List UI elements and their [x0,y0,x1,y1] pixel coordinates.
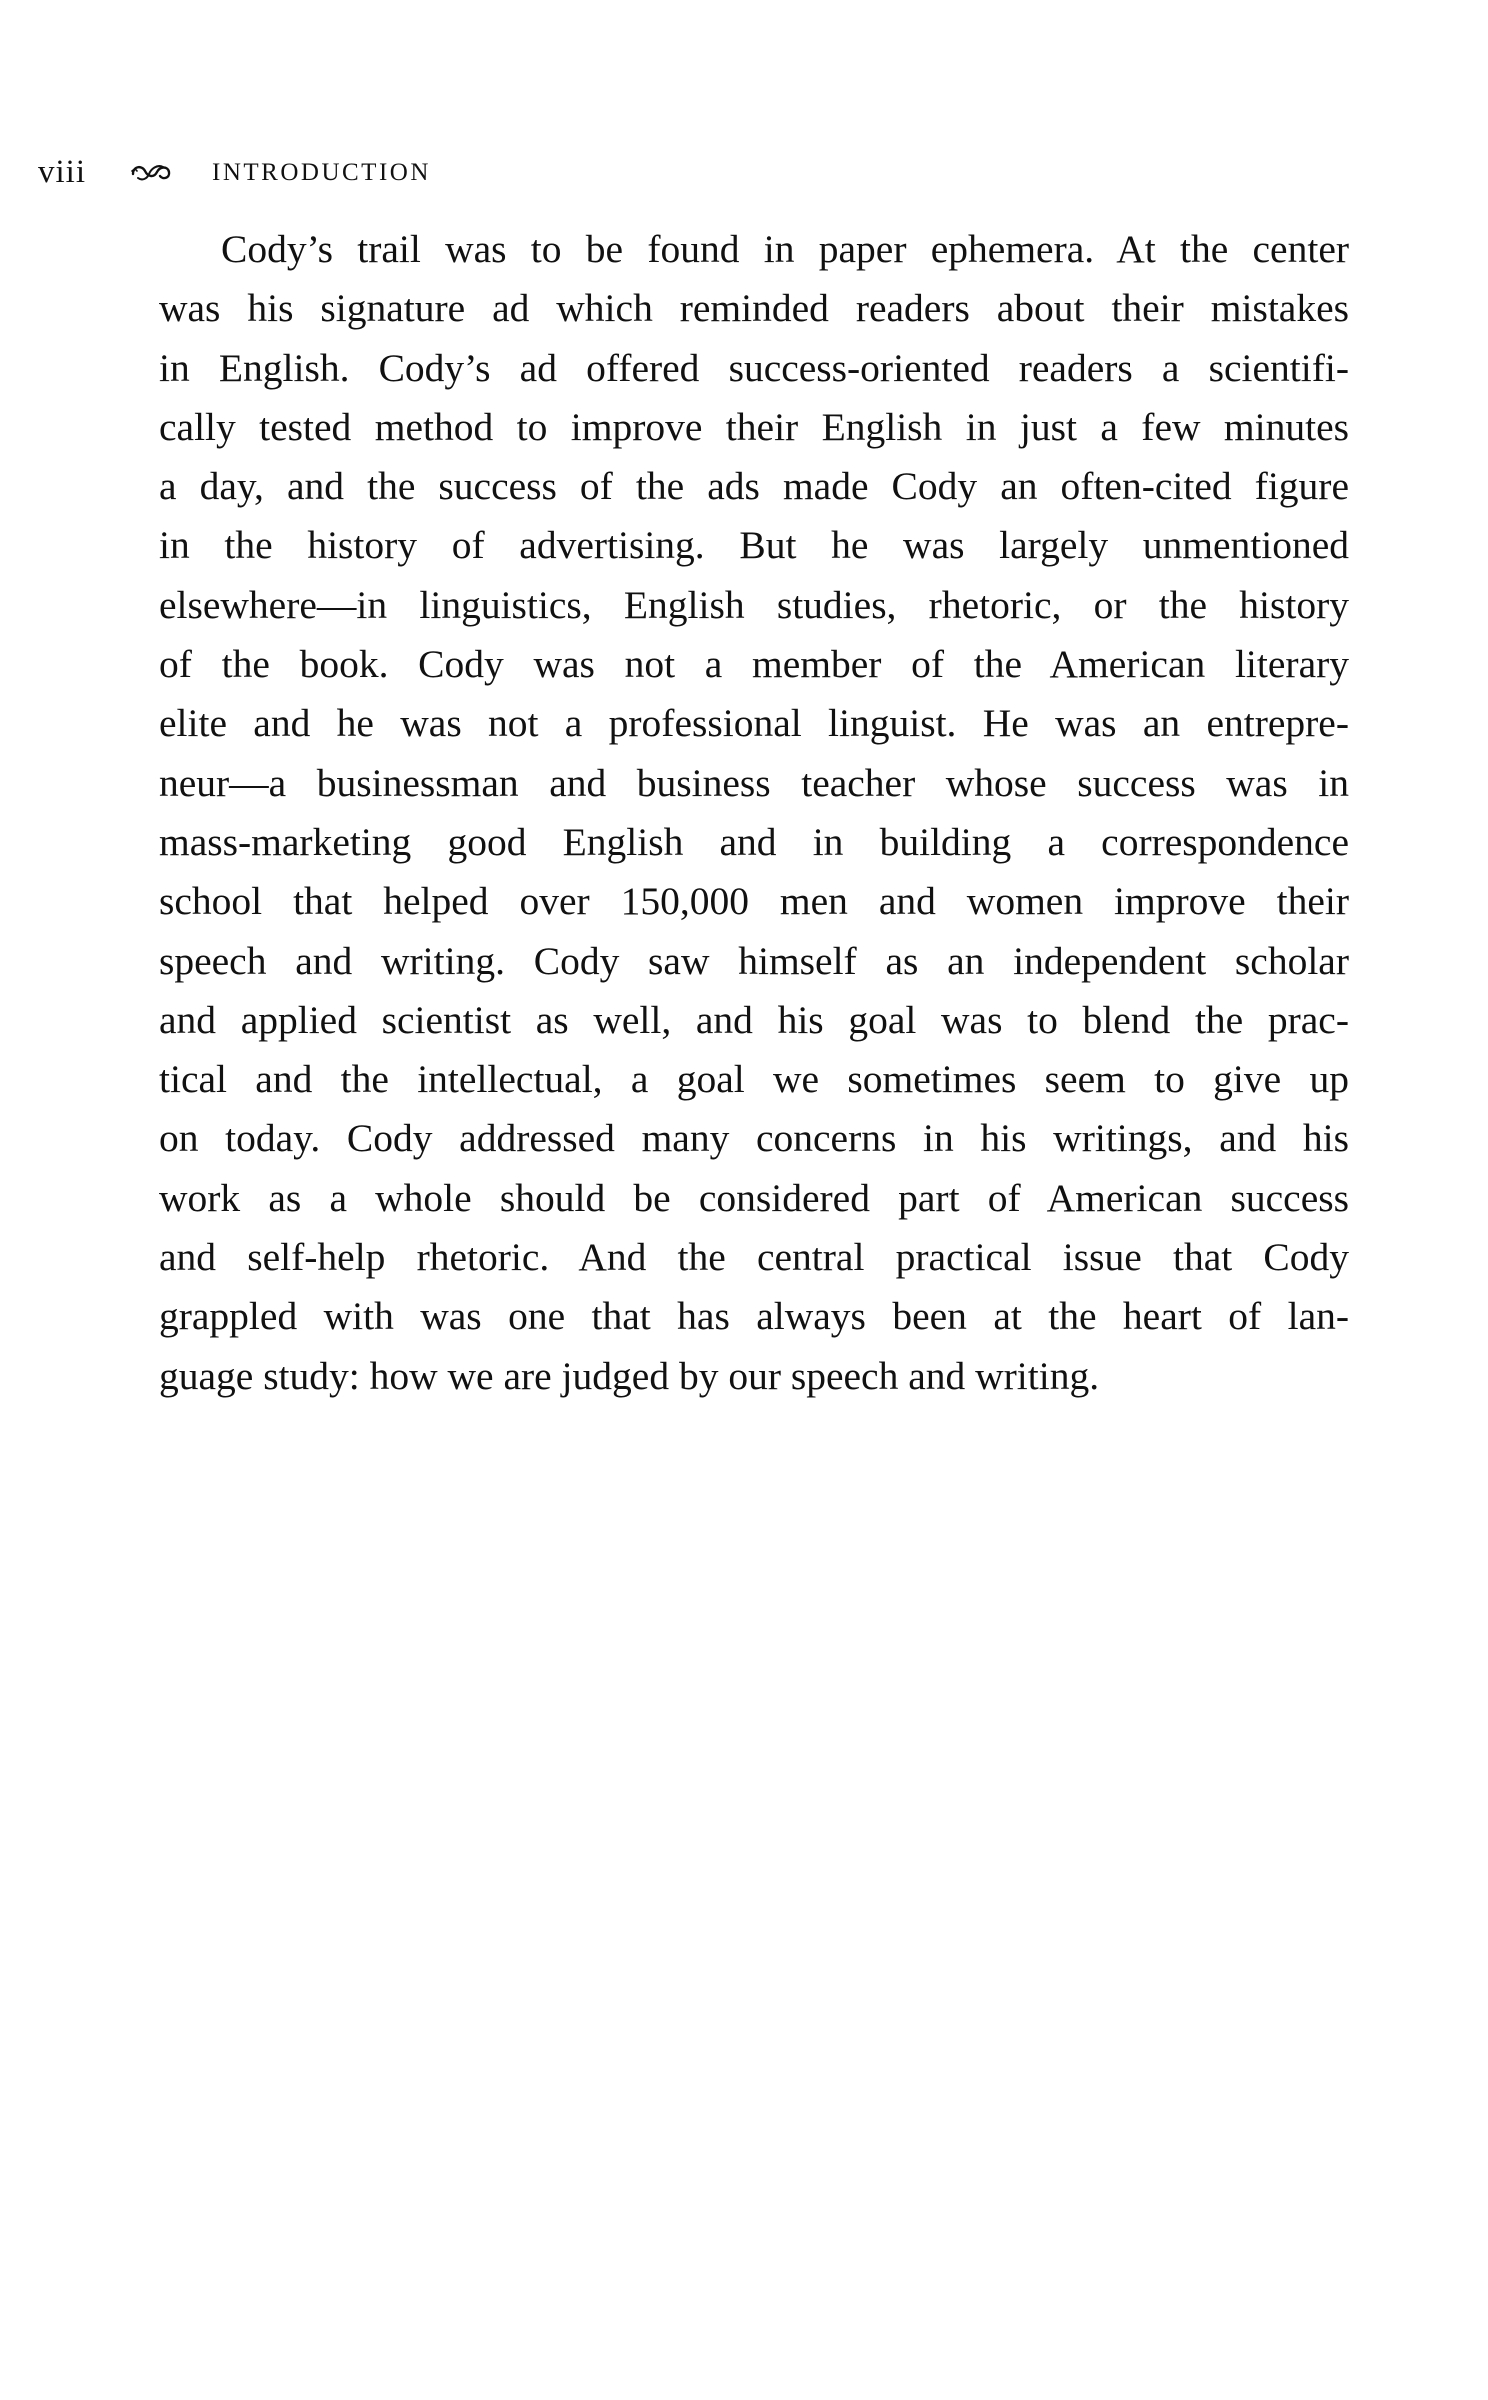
text-line: school that helped over 150,000 men and women improve their [159,879,1349,924]
body-paragraph [159,220,1349,1406]
text-line: in the history of advertising. But he was largely unmentioned [159,523,1349,568]
text-line: and self-help rhetoric. And the central practical issue that Cody [159,1235,1349,1280]
text-line: Cody’s trail was to be found in paper ephemera. At the center [221,227,1349,271]
text-line: neur—a businessman and business teacher whose success was in [159,760,1349,805]
text-line: work as a whole should be considered part of American success [159,1175,1349,1220]
text-line: grappled with was one that has always been at the heart of lan- [159,1294,1349,1339]
text-line: a day, and the success of the ads made Cody an often-cited figure [159,464,1349,509]
text-line: was his signature ad which reminded readers about their mistakes [159,286,1349,331]
text-line: tical and the intellectual, a goal we sometimes seem to give up [159,1057,1349,1102]
text-line: guage study: how we are judged by our speech and writing. [159,1353,1100,1398]
text-line: in English. Cody’s ad offered success-oriented readers a scientifi- [159,345,1349,390]
flourish-ornament-icon [130,160,172,184]
text-line: mass-marketing good English and in building a correspondence [159,819,1349,864]
text-line: speech and writing. Cody saw himself as an independent scholar [159,938,1349,983]
running-head [38,150,431,194]
text-line: cally tested method to improve their English in just a few minutes [159,404,1349,449]
section-title: INTRODUCTION [212,158,431,186]
text-line: of the book. Cody was not a member of the American literary [159,642,1349,687]
text-line: elite and he was not a professional linguist. He was an entrepre- [159,701,1349,746]
text-line: and applied scientist as well, and his goal was to blend the prac- [159,997,1349,1042]
text-line: elsewhere—in linguistics, English studies, rhetoric, or the history [159,582,1349,627]
text-line: on today. Cody addressed many concerns in his writings, and his [159,1116,1349,1161]
page-number: viii [38,153,87,190]
